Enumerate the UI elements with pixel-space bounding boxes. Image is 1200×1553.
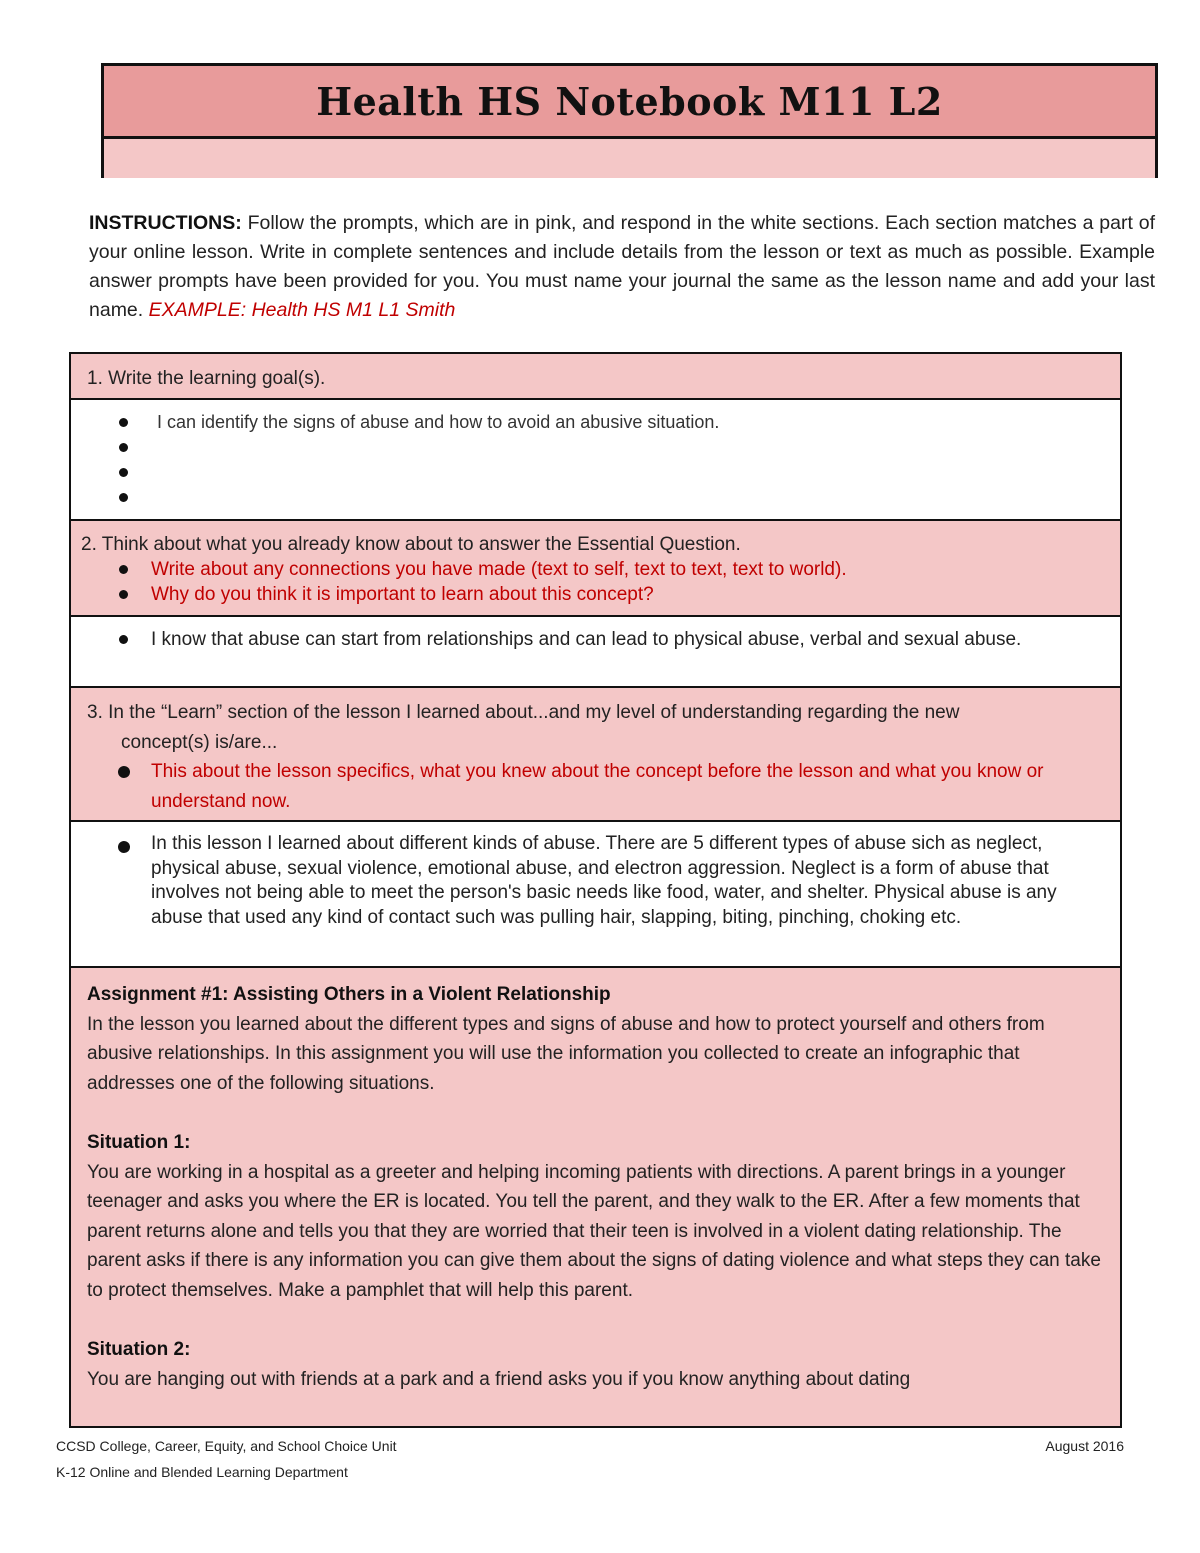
section3-prompt-line2: concept(s) is/are... xyxy=(121,732,278,753)
section2-answers xyxy=(71,627,1080,652)
list-item[interactable]: I can identify the signs of abuse and how to avoid an abusive situation. xyxy=(71,410,1120,435)
section1-answer-row[interactable] xyxy=(71,400,1120,521)
list-item[interactable] xyxy=(71,435,1120,460)
section2-prompt-row xyxy=(71,521,1120,617)
section3-answers xyxy=(71,832,1090,930)
list-item[interactable] xyxy=(71,485,1120,510)
notebook-table xyxy=(69,352,1122,1428)
section2-prompt: 2. Think about what you already know about to answer the Essential Question. xyxy=(81,534,741,555)
footer-unit: CCSD College, Career, Equity, and School Choice Unit xyxy=(56,1438,397,1454)
instructions-example: EXAMPLE: Health HS M1 L1 Smith xyxy=(148,299,456,321)
assignment-row xyxy=(71,968,1120,1426)
title-box xyxy=(101,63,1158,178)
name-field[interactable] xyxy=(104,139,1155,178)
situation2-label: Situation 2: xyxy=(87,1339,191,1361)
title-row xyxy=(104,66,1155,139)
section2-answer-row[interactable] xyxy=(71,617,1120,688)
section2-bullets xyxy=(71,557,1120,607)
list-item: This about the lesson specifics, what you knew about the concept before the lesson and what you know or understand now. xyxy=(71,757,1090,817)
section1-prompt: 1. Write the learning goal(s). xyxy=(87,368,326,389)
list-item[interactable]: I know that abuse can start from relationships and can lead to physical abuse, verbal and sexual abuse. xyxy=(71,627,1080,652)
situation2-text: You are hanging out with friends at a park and a friend asks you if you know anything about dating xyxy=(87,1368,911,1390)
footer-date: August 2016 xyxy=(1045,1438,1124,1454)
list-item: Why do you think it is important to learn about this concept? xyxy=(71,582,1120,607)
assignment-title: Assignment #1: Assisting Others in a Violent Relationship xyxy=(87,984,611,1005)
situation1-label: Situation 1: xyxy=(87,1131,191,1153)
section1-answers xyxy=(71,410,1120,510)
page-title: Health HS Notebook M11 L2 xyxy=(316,78,943,124)
situation1-text: You are working in a hospital as a greeter and helping incoming patients with directions. A parent brings in a younger teenager and asks you where the ER is located. You tell the parent, and they walk to the ER. After a few moments that parent returns alone and tells you that they are worried that their teen is involved in a violent dating relationship. The parent asks if there is any information you can give them about the signs of dating violence and what steps they can take to protect themselves. Make a pamphlet that will help this parent. xyxy=(87,1161,1101,1301)
section3-bullets xyxy=(71,757,1090,817)
section1-prompt-row xyxy=(71,354,1120,400)
list-item: Write about any connections you have made (text to self, text to text, text to world). xyxy=(71,557,1120,582)
section3-prompt-line1: 3. In the “Learn” section of the lesson I learned about...and my level of understanding regarding the new xyxy=(87,702,960,723)
list-item[interactable]: In this lesson I learned about different kinds of abuse. There are 5 different types of abuse sich as neglect, physical abuse, sexual violence, emotional abuse, and electron aggression. Neglect is a form of abuse that involves not being able to meet the person's basic needs like food, water, and shelter. Physical abuse is any abuse that used any kind of contact such was pulling hair, slapping, biting, pinching, choking etc. xyxy=(71,832,1090,930)
assignment-body xyxy=(87,980,1106,1394)
assignment-intro: In the lesson you learned about the different types and signs of abuse and how to protect yourself and others from abusive relationships. In this assignment you will use the information you collected to create an infographic that addresses one of the following situations. xyxy=(87,1013,1045,1094)
section3-prompt-row xyxy=(71,688,1120,822)
footer-department: K-12 Online and Blended Learning Department xyxy=(56,1464,348,1480)
section3-answer-row[interactable] xyxy=(71,822,1120,968)
instructions-label: INSTRUCTIONS: xyxy=(89,212,242,234)
list-item[interactable] xyxy=(71,460,1120,485)
instructions xyxy=(89,209,1155,325)
instructions-body: Follow the prompts, which are in pink, and respond in the white sections. Each section matches a part of your online lesson. Write in complete sentences and include details from the lesson or text as much as possible. Example answer prompts have been provided for you. You must name your journal the same as the lesson name and add your last name. xyxy=(89,212,1155,321)
